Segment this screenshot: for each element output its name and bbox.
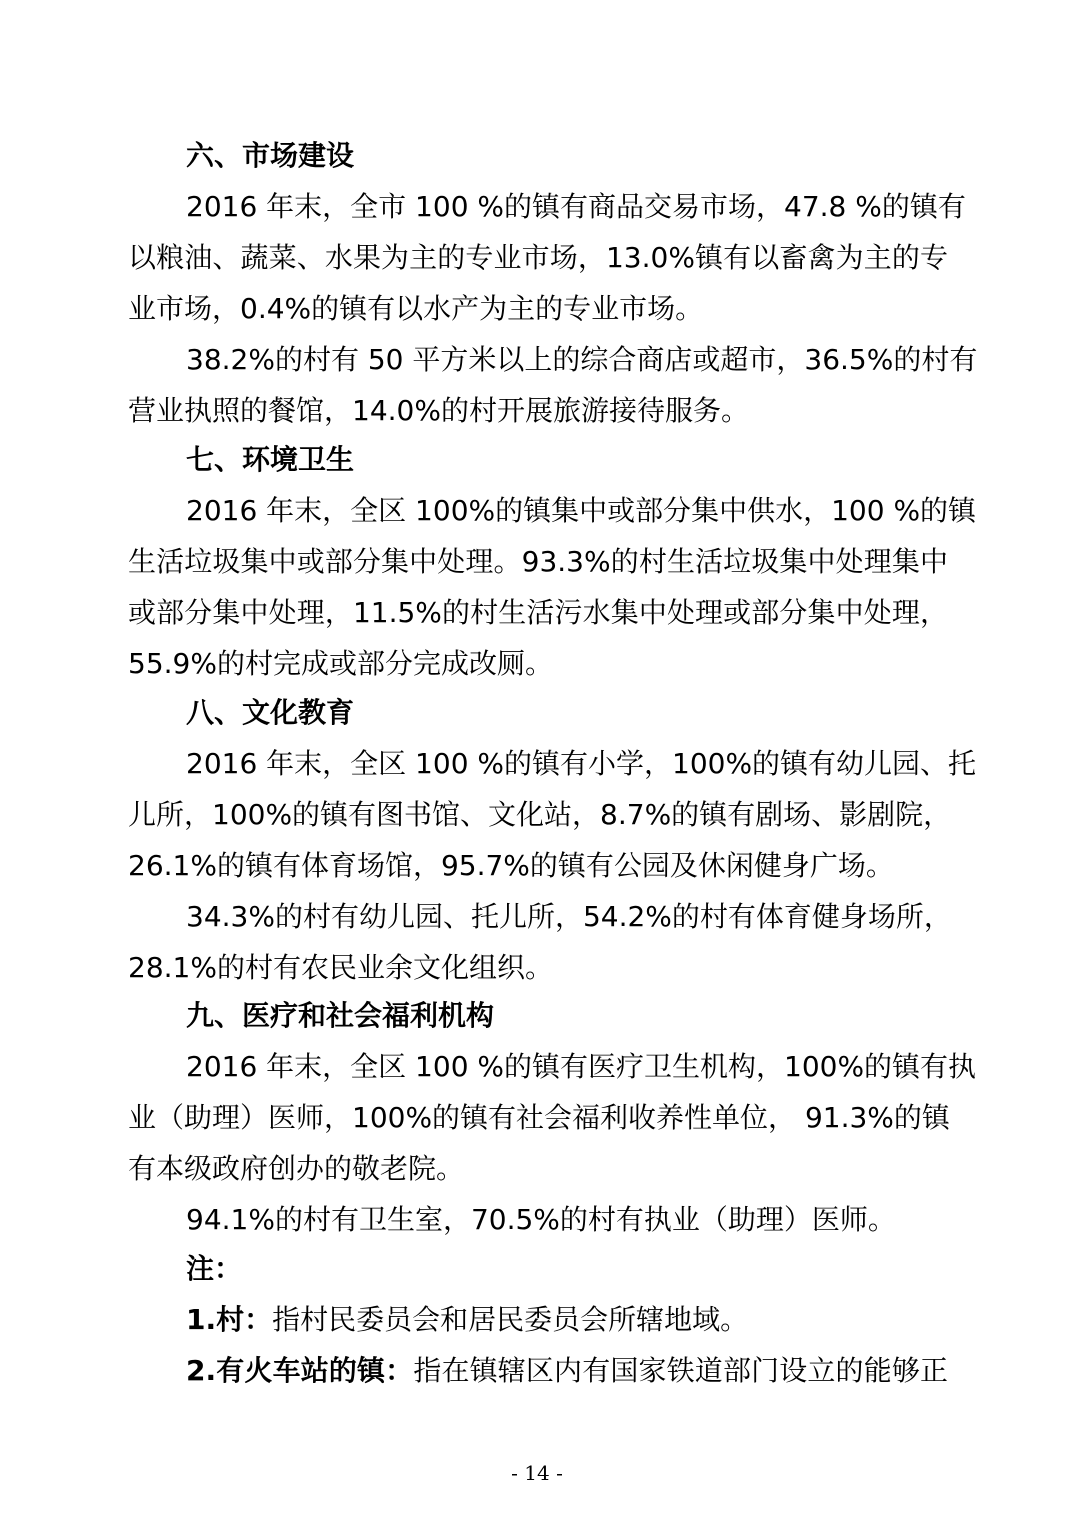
note-text: 指在镇辖区内有国家铁道部门设立的能够正 <box>413 1354 948 1387</box>
paragraph-line: 34.3%的村有幼儿园、托儿所，54.2%的村有体育健身场所， <box>186 900 952 933</box>
paragraph-line: 2016 年末，全区 100 %的镇有小学，100%的镇有幼儿园、托 <box>186 747 977 780</box>
note-term: 1.村： <box>186 1303 273 1336</box>
paragraph-line: 38.2%的村有 50 平方米以上的综合商店或超市，36.5%的村有 <box>186 343 978 376</box>
note-item <box>186 1300 748 1340</box>
note-item <box>186 1351 948 1391</box>
paragraph-line: 业市场，0.4%的镇有以水产为主的专业市场。 <box>128 292 704 325</box>
notes-label: 注： <box>186 1252 243 1285</box>
paragraph-line: 2016 年末，全市 100 %的镇有商品交易市场，47.8 %的镇有 <box>186 190 966 223</box>
paragraph-line: 94.1%的村有卫生室，70.5%的村有执业（助理）医师。 <box>186 1203 896 1236</box>
note-term: 2.有火车站的镇： <box>186 1354 414 1387</box>
note-text: 指村民委员会和居民委员会所辖地域。 <box>272 1303 749 1336</box>
paragraph-line: 26.1%的镇有体育场馆，95.7%的镇有公园及休闲健身广场。 <box>128 849 894 882</box>
page-number: - 14 - <box>511 1461 563 1485</box>
paragraph-line: 2016 年末，全区 100 %的镇有医疗卫生机构，100%的镇有执 <box>186 1050 977 1083</box>
paragraph-line: 有本级政府创办的敬老院。 <box>128 1152 465 1185</box>
paragraph-line: 业（助理）医师，100%的镇有社会福利收养性单位， 91.3%的镇 <box>128 1101 950 1134</box>
paragraph-line: 2016 年末，全区 100%的镇集中或部分集中供水，100 %的镇 <box>186 494 977 527</box>
section-heading-medical: 九、医疗和社会福利机构 <box>186 999 495 1032</box>
paragraph-line: 55.9%的村完成或部分完成改厕。 <box>128 647 553 680</box>
paragraph-line: 28.1%的村有农民业余文化组织。 <box>128 951 553 984</box>
section-heading-culture: 八、文化教育 <box>186 696 355 729</box>
paragraph-line: 营业执照的餐馆，14.0%的村开展旅游接待服务。 <box>128 394 749 427</box>
section-heading-market: 六、市场建设 <box>186 139 355 172</box>
section-heading-environment: 七、环境卫生 <box>186 443 355 476</box>
paragraph-line: 以粮油、蔬菜、水果为主的专业市场，13.0%镇有以畜禽为主的专 <box>128 241 948 274</box>
paragraph-line: 儿所，100%的镇有图书馆、文化站，8.7%的镇有剧场、影剧院， <box>128 798 952 831</box>
paragraph-line: 或部分集中处理，11.5%的村生活污水集中处理或部分集中处理， <box>128 596 948 629</box>
paragraph-line: 生活垃圾集中或部分集中处理。93.3%的村生活垃圾集中处理集中 <box>128 545 948 578</box>
